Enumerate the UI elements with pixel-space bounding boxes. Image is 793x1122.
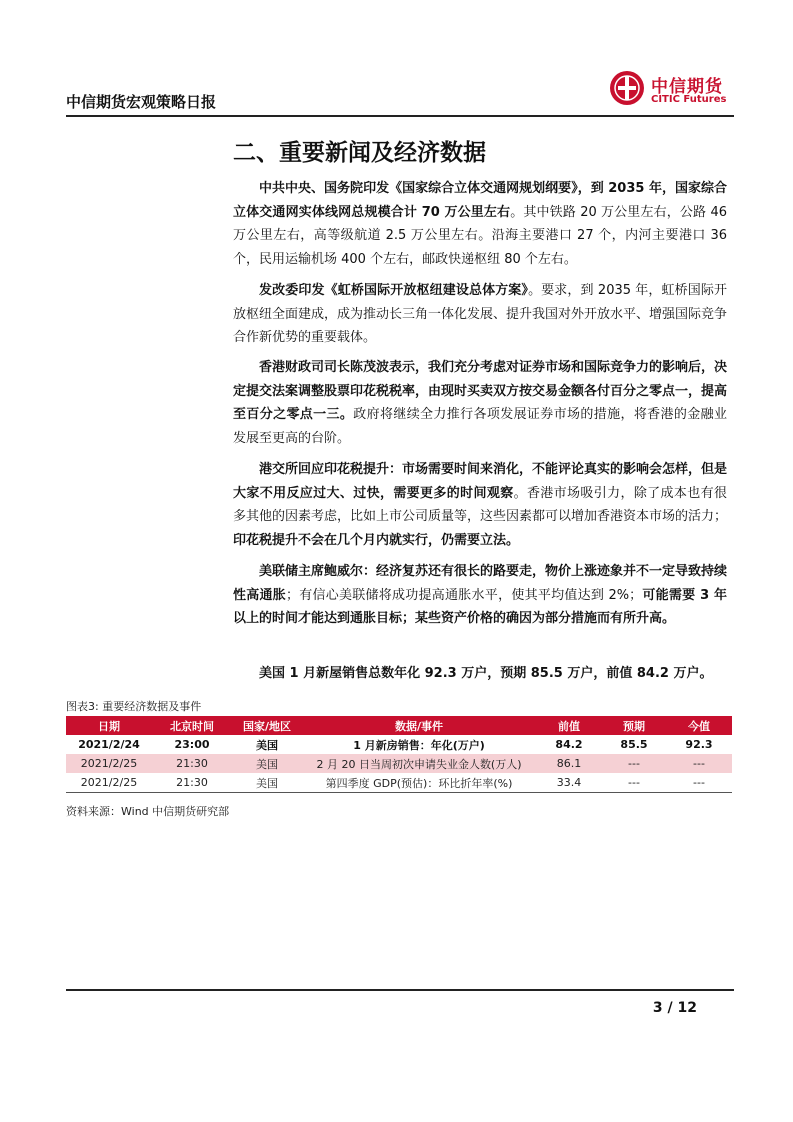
section-title: 二、重要新闻及经济数据 — [233, 140, 486, 166]
cell-prev: 86.1 — [536, 754, 602, 773]
col-event: 数据/事件 — [302, 716, 536, 735]
cell-date: 2021/2/24 — [78, 738, 140, 751]
page-number: 3 / 12 — [652, 1000, 697, 1016]
report-title: 中信期货宏观策略日报 — [66, 93, 217, 111]
news-paragraph-6 — [233, 662, 727, 686]
footer-divider — [66, 989, 734, 991]
news-paragraph-1 — [233, 177, 727, 271]
cell-expected: --- — [602, 754, 666, 773]
p4-bold-2: 印花税提升不会在几个月内就实行，仍需要立法。 — [233, 532, 520, 548]
logo-en-text: CITIC Futures — [651, 94, 727, 105]
news-paragraph-2 — [233, 279, 727, 350]
data-source-note: 资料来源：Wind 中信期货研究部 — [66, 805, 230, 818]
p4-bold-1: 港交所回应印花税提升：市场需要时间来消化，不能评论真实的影响会怎样，但是大家不用反应过大、过快，需要更多的时间观察 — [233, 462, 728, 501]
table-row — [66, 735, 732, 754]
col-prev: 前值 — [536, 716, 602, 735]
cell-event: 2 月 20 日当周初次申请失业金人数(万人) — [302, 754, 536, 773]
p1-text: 。其中铁路 20 万公里左右，公路 46 万公里左右，高等级航道 2.5 万公里左右。沿海主要港口 27 个，内河主要港口 36 个，民用运输机场 400 个左右，邮政快递枢纽 80 个左右。 — [233, 204, 727, 267]
table-row — [66, 773, 732, 793]
economic-data-table — [66, 716, 732, 793]
header-divider — [66, 115, 734, 117]
table-row — [66, 754, 732, 773]
p1-bold: 中共中央、国务院印发《国家综合立体交通网规划纲要》，到 2035 年，国家综合立体交通网实体线网总规模合计 70 万公里左右 — [233, 181, 727, 220]
p5-text-1: ；有信心美联储将成功提高通胀水平，使其平均值达到 2%； — [286, 587, 643, 603]
news-content-4 — [233, 458, 727, 552]
cell-time: 21:30 — [152, 754, 232, 773]
col-region: 国家/地区 — [232, 716, 302, 735]
p3-bold: 香港财政司司长陈茂波表示，我们充分考虑对证券市场和国际竞争力的影响后，决定提交法案调整股票印花税税率，由现时买卖双方按交易金额各付百分之零点一，提高至百分之零点一三。 — [233, 360, 728, 423]
cell-time: 21:30 — [152, 773, 232, 793]
news-content-6 — [233, 662, 727, 686]
cell-expected: 85.5 — [620, 738, 648, 751]
cell-event: 1 月新房销售：年化(万户) — [353, 738, 485, 752]
cell-time: 23:00 — [174, 738, 210, 751]
cell-prev: 84.2 — [555, 738, 583, 751]
p3-text: 政府将继续全力推行各项发展证券市场的措施，将香港的金融业发展至更高的台阶。 — [233, 407, 727, 446]
citic-futures-logo — [609, 70, 734, 110]
p6-bold: 美国 1 月新屋销售总数年化 92.3 万户，预期 85.5 万户，前值 84.2 万户。 — [259, 666, 713, 681]
p2-bold: 发改委印发《虹桥国际开放枢纽建设总体方案》 — [259, 283, 529, 298]
news-paragraph-5 — [233, 560, 727, 631]
p5-bold-1: 美联储主席鲍威尔：经济复苏还有很长的路要走，物价上涨迹象并不一定导致持续性高通胀 — [233, 564, 728, 603]
news-content-3 — [233, 356, 727, 450]
col-date: 日期 — [66, 716, 152, 735]
cell-region: 美国 — [256, 738, 278, 752]
col-time: 北京时间 — [152, 716, 232, 735]
cell-actual: 92.3 — [685, 738, 713, 751]
news-content — [233, 177, 727, 271]
citic-logo-icon — [609, 70, 645, 106]
cell-expected: --- — [602, 773, 666, 793]
news-content-5 — [233, 560, 727, 631]
cell-actual: --- — [666, 773, 732, 793]
figure-caption: 图表3: 重要经济数据及事件 — [66, 700, 202, 713]
news-paragraph-4 — [233, 458, 727, 552]
cell-event: 第四季度 GDP(预估)：环比折年率(%) — [302, 773, 536, 793]
col-actual: 今值 — [666, 716, 732, 735]
cell-date: 2021/2/25 — [66, 773, 152, 793]
cell-date: 2021/2/25 — [66, 754, 152, 773]
p5-bold-2: 可能需要 3 年以上的时间才能达到通胀目标；某些资产价格的确因为部分措施而有所升高。 — [233, 587, 727, 627]
col-expected: 预期 — [602, 716, 666, 735]
table-header-row — [66, 716, 732, 735]
cell-region: 美国 — [232, 754, 302, 773]
p2-text: 。要求，到 2035 年，虹桥国际开放枢纽全面建成，成为推动长三角一体化发展、提升我国对外开放水平、增强国际竞争合作新优势的重要载体。 — [233, 283, 728, 346]
news-paragraph-3 — [233, 356, 727, 450]
news-content-2 — [233, 279, 727, 350]
cell-actual: --- — [666, 754, 732, 773]
logo-cn-text: 中信期货 — [651, 77, 723, 97]
cell-prev: 33.4 — [536, 773, 602, 793]
p4-text-1: 。香港市场吸引力，除了成本也有很多其他的因素考虑，比如上市公司质量等，这些因素都可以增加香港资本市场的活力； — [233, 485, 728, 525]
cell-region: 美国 — [232, 773, 302, 793]
